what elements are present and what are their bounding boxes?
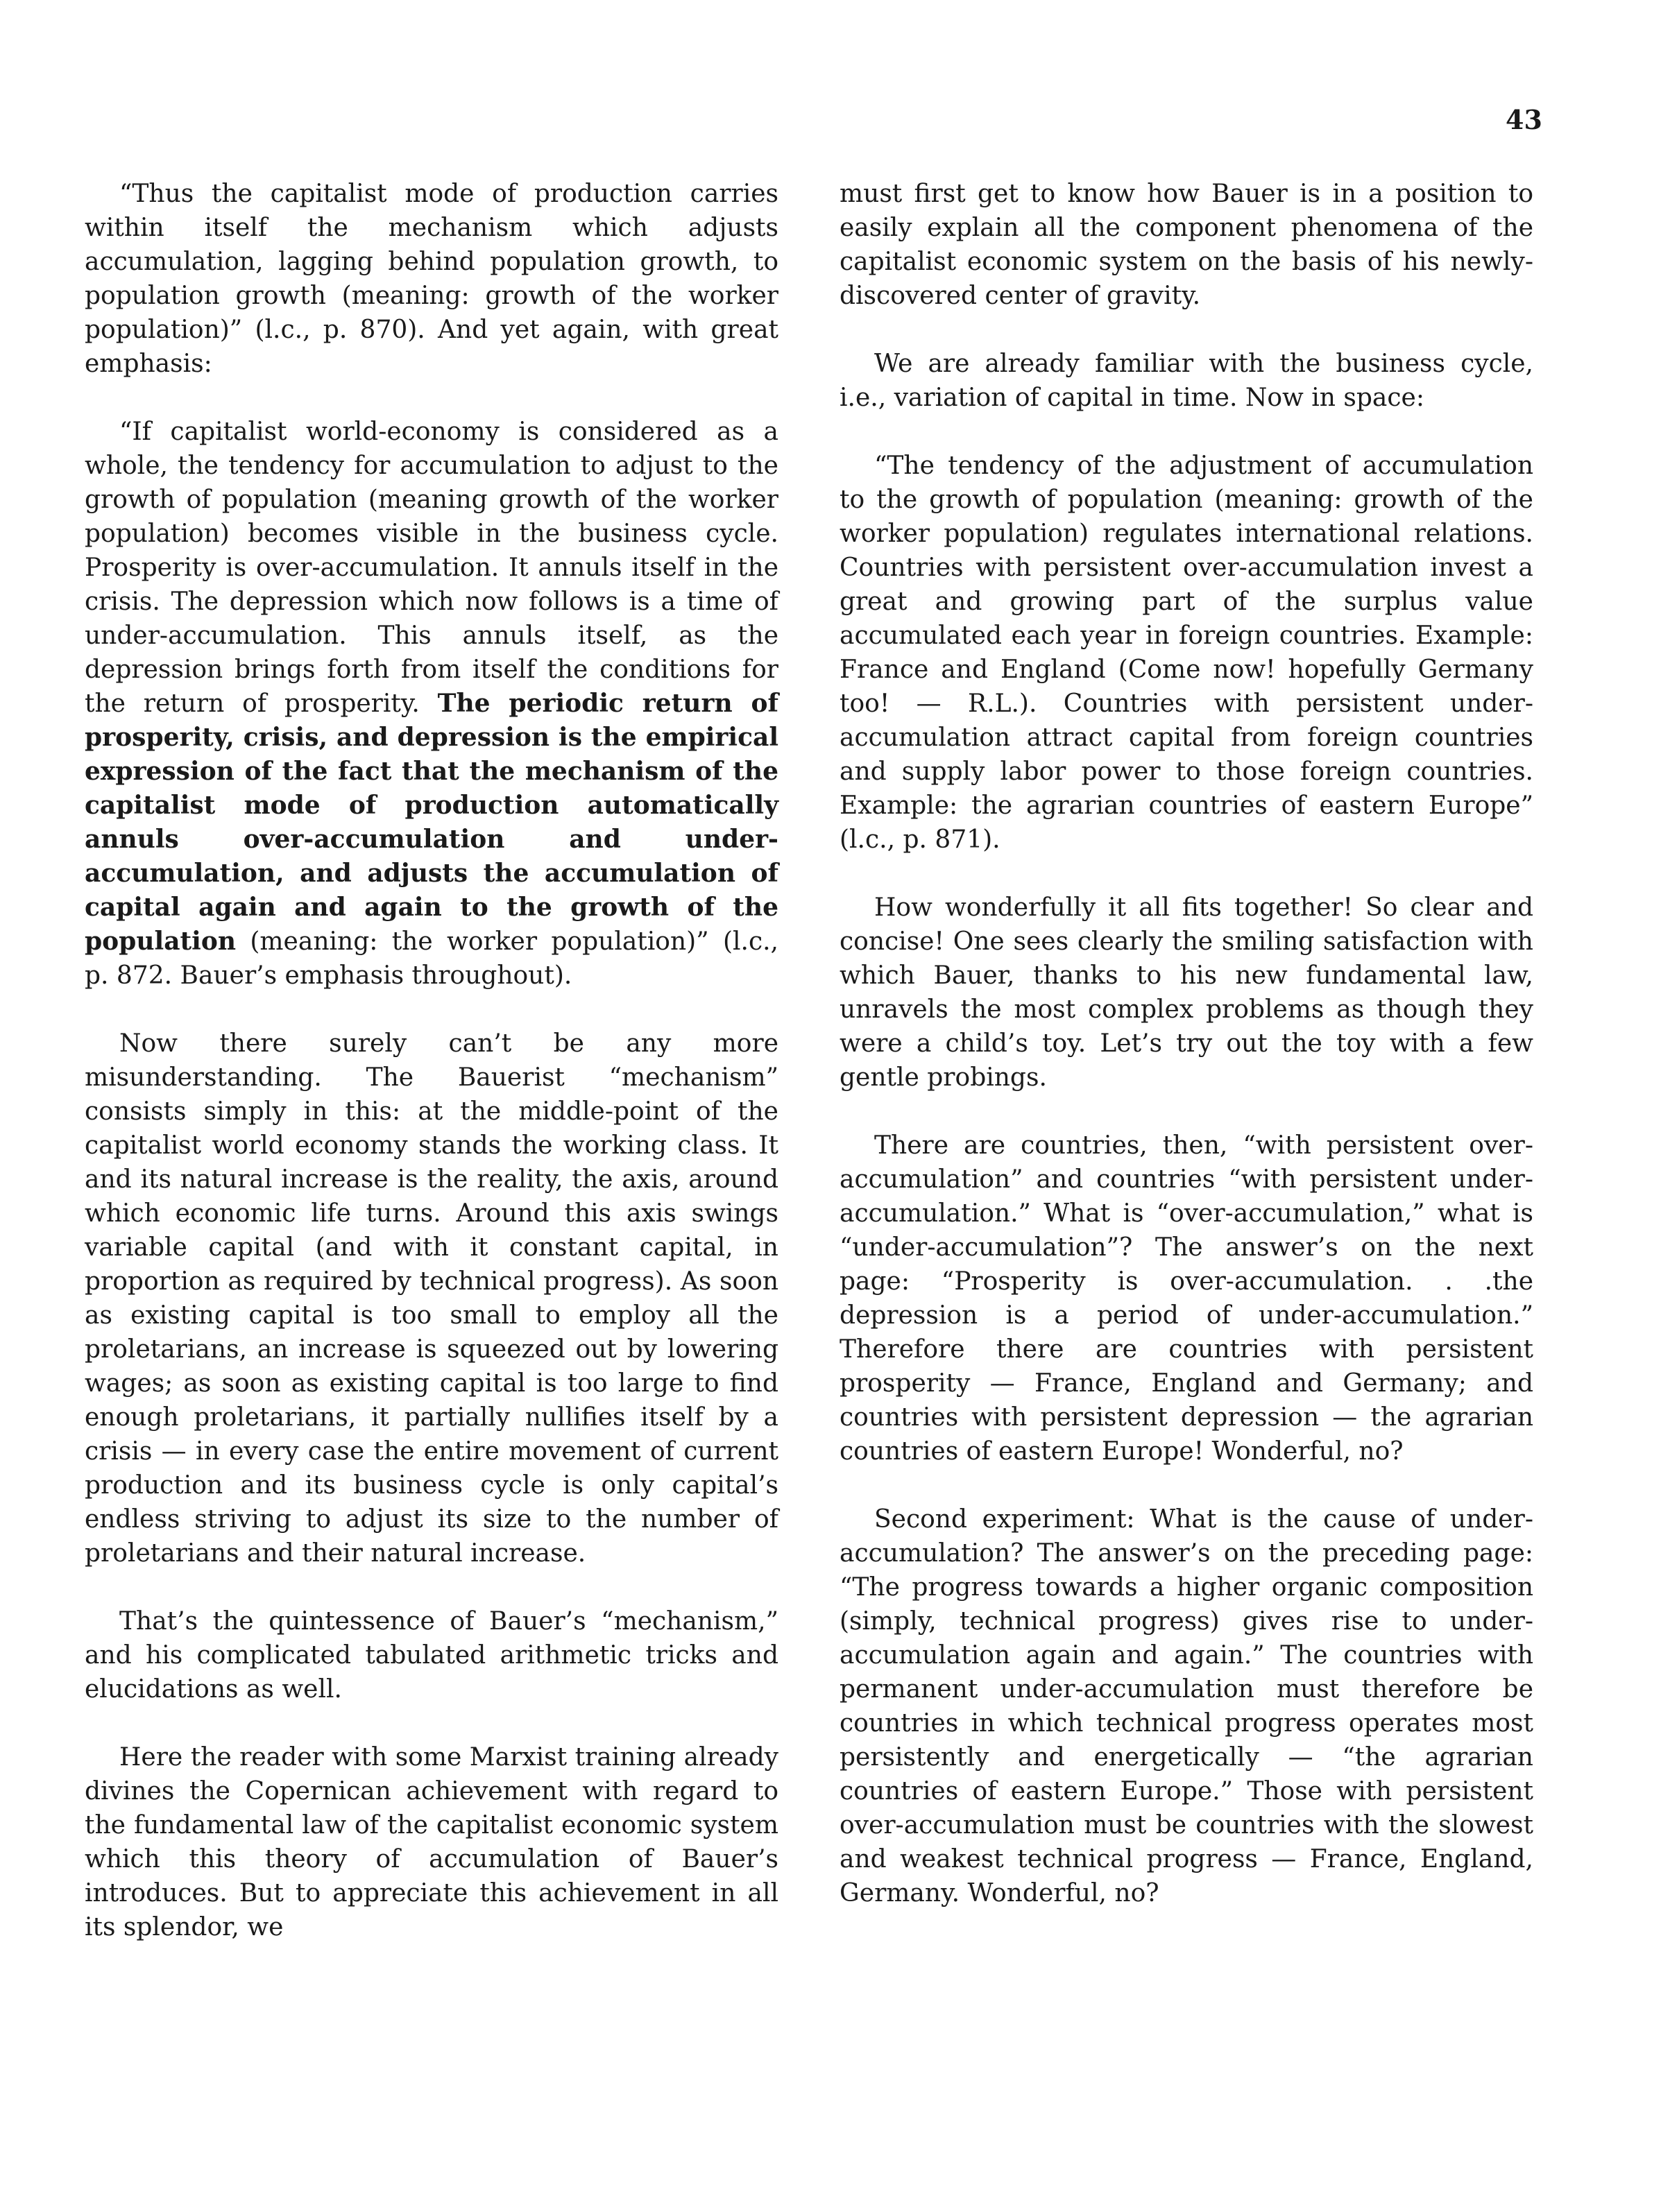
- right-paragraph-3: “The tendency of the adjustment of accumulation to the growth of population (meaning: growth of the worker population) regulates international relations. Countries with persistent over-accumulation invest a great and growing part of the surplus value accumulated each year in foreign countries. Example: France and England (Come now! hopefully Germany too! — R.L.). Countries with persistent under-accumulation attract capital from foreign countries and supply labor power to those foreign countries. Example: the agrarian countries of eastern Europe” (l.c., p. 871).: [840, 452, 1533, 854]
- left-paragraph-5: Here the reader with some Marxist training already divines the Copernican achievement with regard to the fundamental law of the capitalist economic system which this theory of accumulation of Bauer’s introduces. But to appreciate this achievement in all its splendor, we: [85, 1743, 778, 1941]
- left-paragraph-2: [85, 415, 778, 993]
- right-paragraph-5: There are countries, then, “with persistent over-accumulation” and countries “with persistent under-accumulation.” What is “over-accumulation,” what is “under-accumulation”? The answer’s on the next page: “Prosperity is over-accumulation. . .the depression is a period of under-accumulation.” Therefore there are countries with persistent prosperity — France, England and Germany; and countries with persistent depression — the agrarian countries of eastern Europe! Wonderful, no?: [840, 1131, 1533, 1466]
- left-paragraph-3: Now there surely can’t be any more misunderstanding. The Bauerist “mechanism” consists simply in this: at the middle-point of the capitalist world economy stands the working class. It and its natural increase is the reality, the axis, around which economic life turns. Around this axis swings variable capital (and with it constant capital, in proportion as required by technical progress). As soon as existing capital is too small to employ all the proletarians, an increase is squeezed out by lowering wages; as soon as existing capital is too large to find enough proletarians, it partially nullifies itself by a crisis — in every case the entire movement of current production and its business cycle is only capital’s endless striving to adjust its size to the number of proletarians and their natural increase.: [85, 1029, 778, 1568]
- left-paragraph-4: That’s the quintessence of Bauer’s “mechanism,” and his complicated tabulated arithmetic tricks and elucidations as well.: [85, 1607, 778, 1704]
- left-column: [85, 177, 778, 1978]
- quote-intro: “If capitalist world-economy is considered as a whole, the tendency for accumulation to adjust to the growth of population (meaning growth of the worker population) becomes visible in the business cycle. Prosperity is over-accumulation. It annuls itself in the crisis. The depression which now follows is a time of under-accumulation. This annuls itself, as the depression brings forth from itself the conditions for the return of prosperity.: [85, 418, 778, 718]
- left-paragraph-1: “Thus the capitalist mode of production carries within itself the mechanism which adjusts accumulation, lagging behind population growth, to population growth (meaning: growth of the worker population)” (l.c., p. 870). And yet again, with great emphasis:: [85, 180, 778, 378]
- page-number: 43: [1506, 104, 1542, 135]
- right-paragraph-2: We are already familiar with the business cycle, i.e., variation of capital in time. Now in space:: [840, 350, 1533, 412]
- right-paragraph-1: must first get to know how Bauer is in a position to easily explain all the component phenomena of the capitalist economic system on the basis of his newly-discovered center of gravity.: [840, 180, 1533, 310]
- right-paragraph-6: Second experiment: What is the cause of under-accumulation? The answer’s on the preceding page: “The progress towards a higher organic composition (simply, technical progress) gives rise to under-accumulation again and again.” The countries with permanent under-accumulation must therefore be countries in which technical progress operates most persistently and energetically — “the agrarian countries of eastern Europe.” Those with persistent over-accumulation must be countries with the slowest and weakest technical progress — France, England, Germany. Wonderful, no?: [840, 1505, 1533, 1907]
- emphasized-quote: The periodic return of prosperity, crisis, and depression is the empirical expression of the fact that the mechanism of the capitalist mode of production automatically annuls over-accumulation and under-accumulation, and adjusts the accumulation of capital again and again to the growth of the population: [85, 689, 778, 956]
- right-paragraph-4: How wonderfully it all fits together! So clear and concise! One sees clearly the smiling satisfaction with which Bauer, thanks to his new fundamental law, unravels the most complex problems as though they were a child’s toy. Let’s try out the toy with a few gentle probings.: [840, 893, 1533, 1092]
- right-column: [840, 177, 1533, 1944]
- quote-citation: (meaning: the worker population)” (l.c., p. 872. Bauer’s emphasis throughout).: [85, 927, 778, 990]
